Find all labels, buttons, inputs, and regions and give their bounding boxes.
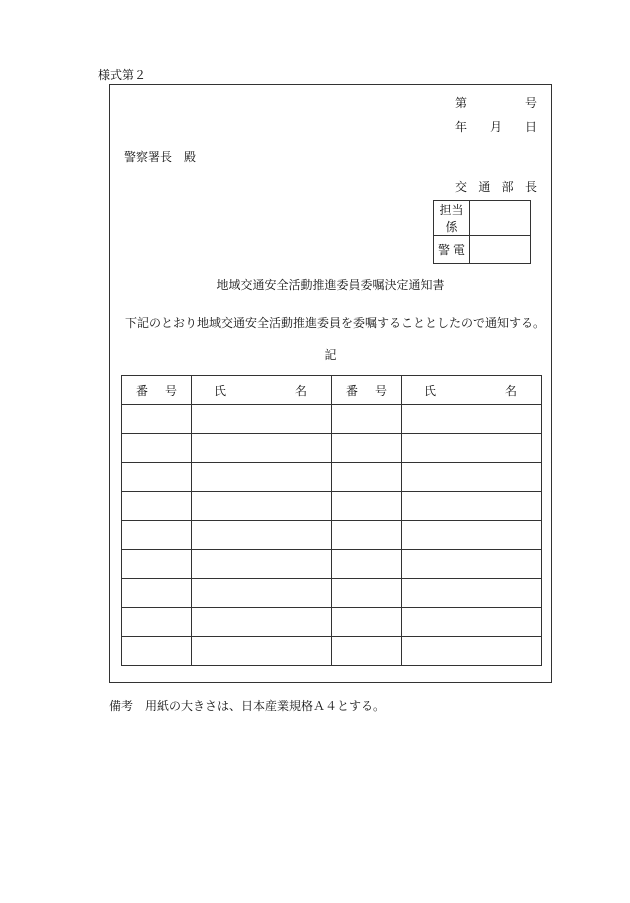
cell-name[interactable]	[402, 550, 542, 579]
header-name-1	[192, 376, 332, 405]
phone-label-char: 警	[438, 243, 451, 257]
cell-number[interactable]	[332, 579, 402, 608]
cell-name[interactable]	[192, 492, 332, 521]
sender-char: 長	[524, 180, 537, 194]
cell-number[interactable]	[332, 405, 402, 434]
table-row	[122, 434, 542, 463]
cell-number[interactable]	[122, 405, 192, 434]
members-table-body	[122, 405, 542, 666]
header-number-2	[332, 376, 402, 405]
cell-number[interactable]	[122, 521, 192, 550]
document-body: 下記のとおり地域交通安全活動推進委員を委嘱することとしたので通知する。	[125, 316, 546, 330]
cell-number[interactable]	[332, 463, 402, 492]
cell-name[interactable]	[402, 463, 542, 492]
table-row	[122, 550, 542, 579]
cell-name[interactable]	[402, 521, 542, 550]
table-row	[122, 637, 542, 666]
cell-number[interactable]	[122, 434, 192, 463]
addressee: 警察署長 殿	[124, 150, 197, 164]
form-number-label: 様式第２	[98, 68, 147, 82]
cell-number[interactable]	[332, 492, 402, 521]
header-char: 氏	[424, 383, 437, 398]
cell-name[interactable]	[402, 608, 542, 637]
table-header-row	[122, 376, 542, 405]
date-year: 年	[455, 120, 468, 134]
ki-heading: 記	[324, 348, 337, 362]
cell-number[interactable]	[332, 637, 402, 666]
header-char: 号	[164, 383, 177, 398]
cell-name[interactable]	[192, 579, 332, 608]
cell-name[interactable]	[402, 637, 542, 666]
header-char: 号	[374, 383, 387, 398]
cell-name[interactable]	[192, 405, 332, 434]
sender-char: 交	[455, 180, 468, 194]
header-name-2	[402, 376, 542, 405]
phone-label-char: 電	[452, 243, 465, 257]
contact-row-section	[434, 201, 531, 236]
members-table	[121, 375, 542, 666]
cell-name[interactable]	[402, 405, 542, 434]
cell-name[interactable]	[402, 492, 542, 521]
cell-number[interactable]	[122, 492, 192, 521]
document-number-line	[455, 94, 537, 111]
header-char: 名	[504, 383, 517, 398]
date-month: 月	[489, 120, 502, 134]
table-row	[122, 579, 542, 608]
cell-name[interactable]	[192, 637, 332, 666]
cell-number[interactable]	[122, 579, 192, 608]
cell-name[interactable]	[192, 521, 332, 550]
header-number-1	[122, 376, 192, 405]
header-char: 番	[346, 383, 359, 398]
table-row	[122, 521, 542, 550]
cell-name[interactable]	[402, 434, 542, 463]
contact-label-section: 担当係	[434, 201, 470, 236]
sender	[455, 178, 537, 195]
header-char: 氏	[214, 383, 227, 398]
cell-number[interactable]	[122, 608, 192, 637]
date-line	[455, 118, 537, 135]
date-day: 日	[524, 120, 537, 134]
contact-label-phone	[434, 236, 470, 264]
cell-number[interactable]	[122, 463, 192, 492]
sender-char: 部	[501, 180, 514, 194]
contact-table	[433, 200, 531, 264]
header-char: 番	[136, 383, 149, 398]
cell-name[interactable]	[192, 463, 332, 492]
number-suffix: 号	[524, 96, 537, 110]
table-row	[122, 405, 542, 434]
table-row	[122, 492, 542, 521]
cell-number[interactable]	[332, 550, 402, 579]
contact-value-phone[interactable]	[470, 236, 531, 264]
cell-number[interactable]	[122, 550, 192, 579]
footer-remark: 備考 用紙の大きさは、日本産業規格Ａ４とする。	[109, 699, 386, 713]
cell-number[interactable]	[332, 521, 402, 550]
cell-name[interactable]	[192, 434, 332, 463]
cell-name[interactable]	[192, 608, 332, 637]
cell-name[interactable]	[402, 579, 542, 608]
cell-number[interactable]	[122, 637, 192, 666]
contact-value-section[interactable]	[470, 201, 531, 236]
sender-char: 通	[478, 180, 491, 194]
cell-name[interactable]	[192, 550, 332, 579]
header-char: 名	[294, 383, 307, 398]
cell-number[interactable]	[332, 434, 402, 463]
document-title: 地域交通安全活動推進委員委嘱決定通知書	[216, 278, 445, 292]
table-row	[122, 463, 542, 492]
cell-number[interactable]	[332, 608, 402, 637]
contact-row-phone	[434, 236, 531, 264]
number-prefix: 第	[455, 96, 468, 110]
table-row	[122, 608, 542, 637]
